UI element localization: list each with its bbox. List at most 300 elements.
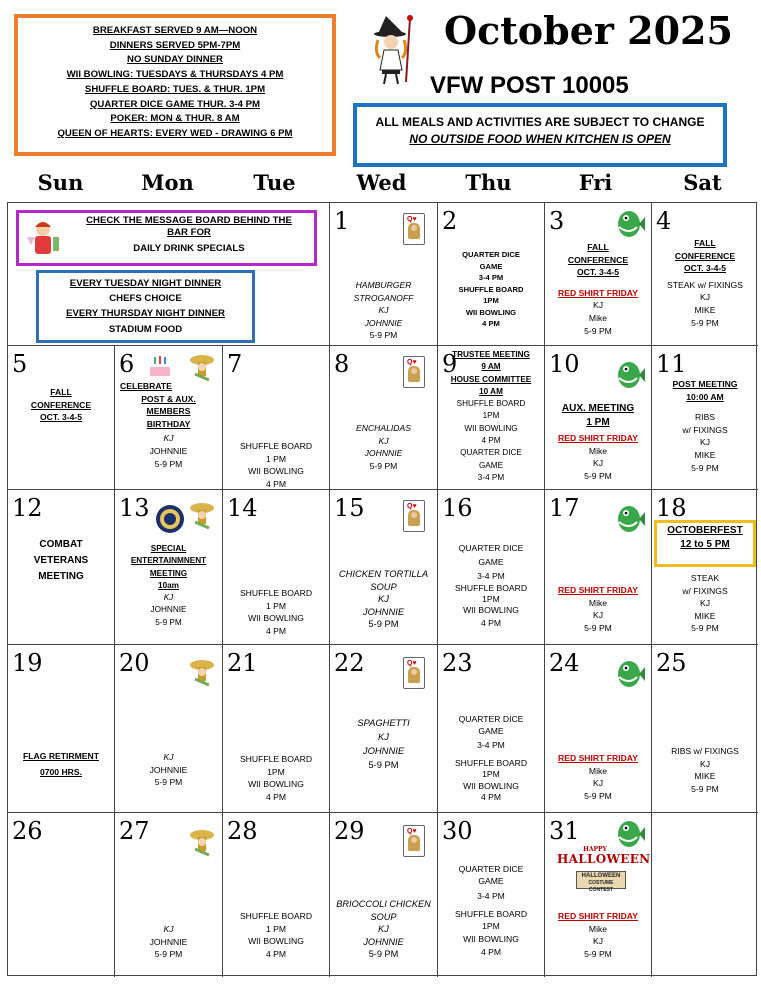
- day-events: [115, 380, 222, 470]
- event-line: SHUFFLE BOARD: [239, 754, 313, 764]
- day-cell-26: [8, 813, 115, 977]
- event-line: 5-9 PM: [368, 618, 399, 630]
- event-line: KJ: [378, 924, 389, 935]
- event-line: SHUFFLE BOARD: [454, 583, 528, 593]
- event-line: 1PM: [482, 921, 500, 931]
- event-line: BIRTHDAY: [146, 418, 191, 429]
- day-cell-12: [8, 490, 115, 645]
- event-line: Mike: [588, 597, 608, 608]
- event-line: BRIOCCOLI CHICKEN: [336, 899, 431, 909]
- event-line: WII BOWLING: [248, 779, 304, 790]
- day-cell-21: [223, 645, 330, 813]
- notice-line-1: ALL MEALS AND ACTIVITIES ARE SUBJECT TO CHANGE: [375, 115, 705, 129]
- event-line: GAME: [479, 261, 503, 271]
- event-line: OCT. 3-4-5: [39, 412, 83, 423]
- day-number: 18: [656, 494, 687, 522]
- weekday-sun: Sun: [37, 170, 84, 195]
- event-line: 1PM: [483, 296, 499, 305]
- day-cell-17: [545, 490, 652, 645]
- drink-message-line-2: BAR FOR: [167, 227, 211, 238]
- day-number: 28: [227, 817, 258, 845]
- event-line: KJ: [699, 598, 711, 609]
- day-number: 16: [442, 494, 473, 522]
- day-number: 9: [442, 350, 458, 378]
- event-line: 5-9 PM: [584, 948, 612, 959]
- day-number: 22: [334, 649, 365, 677]
- day-cell-7: [223, 346, 330, 490]
- day-number: 10: [549, 350, 580, 378]
- event-line: SOUP: [370, 580, 397, 592]
- schedule-line: DINNERS SERVED 5PM-7PM: [109, 39, 241, 51]
- day-number: 30: [442, 817, 473, 845]
- event-line: JOHNNIE: [362, 745, 405, 756]
- witch-icon: [364, 12, 422, 88]
- schedule-line: POKER: MON & THUR. 8 AM: [110, 113, 240, 125]
- event-line: 9 AM: [481, 362, 501, 372]
- schedule-line: NO SUNDAY DINNER: [127, 54, 223, 66]
- day-events: [545, 910, 651, 960]
- event-line: JOHNNIE: [363, 936, 404, 947]
- day-cell-6: [115, 346, 223, 490]
- weekday-wed: Wed: [356, 170, 407, 195]
- event-line: FALL: [50, 387, 72, 397]
- sombrero-icon: [187, 657, 217, 689]
- event-line: 4 PM: [265, 948, 287, 959]
- event-line: 5-9 PM: [691, 462, 719, 473]
- event-line: STEAK: [690, 573, 720, 583]
- schedule-line: BREAKFAST SERVED 9 AM—NOON: [92, 25, 258, 36]
- event-line: MIKE: [694, 610, 716, 621]
- fish-icon: [613, 657, 645, 691]
- event-line: 5-9 PM: [154, 458, 183, 469]
- event-line: QUARTER DICE: [458, 543, 524, 553]
- event-line: 5-9 PM: [154, 777, 183, 788]
- event-line: ENTERTAINMNENT: [130, 556, 207, 566]
- dinner-line: EVERY THURSDAY NIGHT DINNER: [66, 308, 225, 320]
- day-events: [652, 237, 758, 329]
- event-line: TRUSTEE MEETING: [452, 350, 530, 359]
- event-line: STROGANOFF: [353, 292, 414, 303]
- day-events: [330, 568, 437, 631]
- day-number: 20: [119, 649, 150, 677]
- day-events: [652, 745, 758, 795]
- schedule-line: QUEEN OF HEARTS: EVERY WED - DRAWING 6 PM: [57, 127, 293, 139]
- day-number: 2: [442, 207, 458, 235]
- event-line: MIKE: [694, 449, 716, 460]
- halloween-happy: HAPPY: [583, 846, 607, 853]
- event-line: COMBAT: [39, 539, 83, 550]
- day-events: [438, 714, 544, 804]
- event-line: RED SHIRT FRIDAY: [558, 433, 638, 443]
- event-line: SHUFFLE BOARD: [454, 908, 528, 919]
- day-events: [438, 349, 544, 484]
- dinner-line: STADIUM FOOD: [108, 323, 183, 335]
- day-events: [330, 716, 437, 772]
- day-number: 1: [334, 207, 350, 235]
- day-events: [330, 898, 437, 961]
- event-line: w/ FIXINGS: [682, 424, 728, 435]
- contest-line-1: HALLOWEEN: [581, 873, 621, 879]
- event-line: FALL: [587, 242, 609, 252]
- event-line: RIBS w/ FIXINGS: [671, 746, 739, 756]
- day-events: [652, 378, 758, 474]
- event-line: KJ: [378, 305, 389, 316]
- event-line: KJ: [699, 292, 711, 303]
- drink-message-line-3: DAILY DRINK SPECIALS: [133, 243, 245, 254]
- birthday-cake-icon: [147, 352, 173, 378]
- day-number: 27: [119, 817, 150, 845]
- event-line: JOHNNIE: [364, 317, 403, 328]
- event-line: 4 PM: [480, 792, 502, 802]
- event-line: WII BOWLING: [248, 613, 304, 624]
- event-line: KJ: [378, 435, 389, 446]
- day-number: 11: [656, 350, 687, 378]
- day-events: [115, 751, 222, 789]
- event-line: ENCHALIDAS: [356, 423, 411, 433]
- post-name: VFW POST 10005: [430, 72, 629, 99]
- event-line: 1 PM: [265, 453, 287, 464]
- event-line: w/ FIXINGS: [682, 585, 728, 596]
- day-number: 6: [119, 350, 135, 378]
- dinner-line: CHEFS CHOICE: [109, 293, 182, 305]
- event-line: SHUFFLE BOARD: [454, 757, 528, 768]
- event-line: 3-4 PM: [477, 891, 505, 901]
- event-line: OCT. 3-4-5: [683, 263, 727, 274]
- event-line: 12 to 5 PM: [680, 539, 730, 550]
- day-events: [438, 541, 544, 630]
- day-number: 14: [227, 494, 258, 522]
- event-line: KJ: [592, 610, 604, 621]
- event-line: QUARTER DICE: [458, 714, 524, 724]
- event-line: 3-4 PM: [478, 273, 504, 282]
- event-line: 5-9 PM: [369, 460, 398, 471]
- event-line: JOHNNIE: [150, 605, 187, 615]
- schedule-line: SHUFFLE BOARD: TUES. & THUR. 1PM: [84, 83, 266, 95]
- event-line: SHUFFLE BOARD: [239, 588, 313, 598]
- event-line: 4 PM: [482, 319, 500, 328]
- event-line: OCT. 3-4-5: [576, 267, 620, 278]
- event-line: Mike: [588, 765, 608, 776]
- weekly-dinner-box: [36, 270, 255, 343]
- schedule-line: QUARTER DICE GAME THUR. 3-4 PM: [89, 98, 261, 110]
- event-line: POST MEETING: [672, 379, 738, 389]
- event-line: 1 PM: [265, 923, 287, 934]
- event-line: Mike: [588, 312, 608, 323]
- costume-contest-graphic: [576, 871, 626, 893]
- weekday-header: [7, 168, 757, 202]
- day-cell-9: [438, 346, 545, 490]
- event-line: CONFERENCE: [30, 399, 92, 410]
- weekday-thu: Thu: [465, 170, 512, 195]
- event-line: 5-9 PM: [584, 790, 612, 801]
- day-cell-5: [8, 346, 115, 490]
- day-cell-22: [330, 645, 438, 813]
- event-line: VETERANS: [33, 555, 89, 566]
- day-number: 25: [656, 649, 687, 677]
- event-line: Mike: [588, 923, 608, 934]
- schedule-line: WII BOWLING: TUESDAYS & THURSDAYS 4 PM: [66, 69, 284, 81]
- event-line: HOUSE COMMITTEE: [450, 374, 532, 384]
- drink-specials-box: [16, 210, 317, 266]
- event-line: JOHNNIE: [149, 764, 188, 775]
- day-number: 31: [549, 817, 580, 845]
- event-line: 5-9 PM: [691, 783, 719, 794]
- day-events: [223, 587, 329, 637]
- day-events: [8, 748, 114, 780]
- sombrero-icon: [187, 500, 217, 532]
- event-line: JOHNNIE: [149, 445, 188, 456]
- event-line: 5-9 PM: [584, 325, 612, 336]
- event-line: CHICKEN TORTILLA: [338, 568, 429, 579]
- event-line: 4 PM: [265, 791, 287, 802]
- event-line: 5-9 PM: [584, 470, 612, 481]
- event-line: 5-9 PM: [368, 949, 399, 960]
- day-cell-1: [330, 203, 438, 346]
- event-line: CELEBRATE: [120, 381, 172, 391]
- event-line: RED SHIRT FRIDAY: [558, 287, 638, 298]
- day-events: [223, 753, 329, 803]
- event-line: HAMBURGER: [355, 280, 412, 290]
- event-line: MEETING: [149, 568, 188, 578]
- event-line: QUARTER DICE: [458, 864, 524, 874]
- page-title: October 2025: [444, 8, 733, 53]
- event-line: WII BOWLING: [464, 423, 518, 433]
- event-line: KJ: [592, 458, 604, 469]
- event-line: SHUFFLE BOARD: [239, 911, 313, 921]
- event-line: GAME: [478, 725, 504, 736]
- event-line: WII BOWLING: [463, 780, 519, 791]
- day-cell-16: [438, 490, 545, 645]
- day-events: [545, 752, 651, 802]
- event-line: RED SHIRT FRIDAY: [558, 753, 638, 763]
- event-line: 0700 HRS.: [39, 767, 83, 777]
- day-events: [438, 864, 544, 959]
- event-line: WII BOWLING: [248, 466, 304, 477]
- event-line: JOHNNIE: [364, 448, 403, 459]
- event-line: 3-4 PM: [477, 472, 505, 482]
- event-line: WII BOWLING: [463, 934, 519, 944]
- day-number: 12: [12, 494, 43, 522]
- day-cell-13: [115, 490, 223, 645]
- empty-cell: [652, 813, 758, 977]
- weekday-mon: Mon: [141, 170, 194, 195]
- event-line: 4 PM: [481, 436, 501, 446]
- event-line: SOUP: [370, 911, 397, 922]
- event-line: GAME: [478, 460, 504, 470]
- day-cell-2: [438, 203, 545, 346]
- day-cell-11: [652, 346, 758, 490]
- event-line: CONFERENCE: [567, 254, 629, 265]
- event-line: KJ: [378, 593, 389, 605]
- day-number: 13: [119, 494, 150, 522]
- event-line: MIKE: [694, 771, 716, 782]
- day-cell-30: [438, 813, 545, 977]
- day-number: 24: [549, 649, 580, 677]
- event-line: JOHNNIE: [362, 605, 405, 617]
- event-line: KJ: [163, 593, 174, 603]
- day-cell-8: [330, 346, 438, 490]
- queen-of-hearts-icon: Q♥: [403, 213, 425, 245]
- weekday-sat: Sat: [683, 170, 722, 195]
- event-line: SPECIAL: [150, 544, 187, 553]
- event-line: 5-9 PM: [691, 317, 719, 328]
- queen-of-hearts-icon: Q♥: [403, 356, 425, 388]
- event-line: QUARTER DICE: [462, 250, 520, 259]
- event-line: SHUFFLE BOARD: [239, 441, 313, 451]
- day-cell-29: [330, 813, 438, 977]
- event-line: RED SHIRT FRIDAY: [558, 911, 638, 921]
- notice-line-2: NO OUTSIDE FOOD WHEN KITCHEN IS OPEN: [409, 132, 671, 146]
- event-line: 1PM: [267, 766, 285, 777]
- event-line: Mike: [588, 445, 608, 456]
- day-number: 29: [334, 817, 365, 845]
- event-line: GAME: [478, 875, 504, 886]
- event-line: SHUFFLE BOARD: [458, 284, 524, 294]
- event-line: 1PM: [482, 594, 500, 604]
- event-line: 4 PM: [480, 947, 502, 957]
- day-events: [545, 584, 651, 634]
- contest-line-2: COSTUME CONTEST: [588, 880, 614, 893]
- event-line: 5-9 PM: [584, 622, 612, 633]
- event-line: CONFERENCE: [674, 250, 736, 261]
- day-number: 23: [442, 649, 473, 677]
- day-cell-28: [223, 813, 330, 977]
- day-events: [223, 910, 329, 960]
- day-cell-4: [652, 203, 758, 346]
- event-line: 1PM: [482, 411, 500, 421]
- event-line: KJ: [163, 924, 174, 934]
- day-cell-19: [8, 645, 115, 813]
- halloween-word: HALLOWEEN: [557, 852, 651, 866]
- event-line: 3-4 PM: [477, 740, 505, 750]
- event-line: AUX. MEETING: [561, 403, 635, 414]
- day-number: 8: [334, 350, 350, 378]
- day-number: 3: [549, 207, 565, 235]
- fish-icon: [613, 502, 645, 536]
- event-line: STEAK w/ FIXINGS: [667, 279, 743, 290]
- day-cell-24: [545, 645, 652, 813]
- event-line: 5-9 PM: [369, 330, 398, 341]
- event-line: 1 PM: [265, 600, 287, 611]
- day-cell-25: [652, 645, 758, 813]
- day-events: [8, 537, 114, 585]
- event-line: 4 PM: [265, 478, 287, 489]
- weekday-tue: Tue: [253, 170, 296, 195]
- event-line: RIBS: [694, 412, 716, 423]
- schedule-info-box: [14, 14, 336, 156]
- fish-icon: [613, 358, 645, 392]
- day-events: [438, 249, 544, 330]
- day-number: 26: [12, 817, 43, 845]
- day-cell-31: [545, 813, 652, 977]
- day-cell-27: [115, 813, 223, 977]
- day-events: [115, 923, 222, 961]
- day-events: [330, 422, 437, 472]
- event-line: 10:00 AM: [686, 391, 724, 402]
- dinner-line: EVERY TUESDAY NIGHT DINNER: [69, 278, 222, 289]
- octoberfest-box: [654, 520, 756, 567]
- day-number: 17: [549, 494, 580, 522]
- navy-seal-icon: [155, 504, 185, 534]
- weekday-fri: Fri: [578, 170, 613, 195]
- fish-icon: [613, 207, 645, 241]
- day-number: 21: [227, 649, 258, 677]
- event-line: POST & AUX.: [141, 393, 196, 404]
- event-line: SPAGHETTI: [357, 717, 410, 728]
- event-line: MEMBERS: [146, 406, 191, 417]
- event-line: WII BOWLING: [463, 605, 519, 615]
- day-cell-14: [223, 490, 330, 645]
- event-line: KJ: [592, 300, 604, 311]
- event-line: 1PM: [482, 769, 500, 779]
- event-line: 3-4 PM: [477, 571, 505, 581]
- event-line: KJ: [699, 758, 711, 769]
- event-line: GAME: [478, 557, 504, 567]
- event-line: 10am: [158, 580, 179, 590]
- event-line: MEETING: [38, 571, 84, 582]
- event-line: KJ: [699, 437, 711, 448]
- day-cell-3: [545, 203, 652, 346]
- event-line: KJ: [592, 936, 604, 947]
- event-line: 5-9 PM: [691, 623, 719, 634]
- event-line: 1 PM: [586, 417, 610, 428]
- day-cell-10: [545, 346, 652, 490]
- day-cell-18: [652, 490, 758, 645]
- day-number: 4: [656, 207, 672, 235]
- day-number: 19: [12, 649, 43, 677]
- event-line: FALL: [694, 238, 716, 248]
- event-line: 10 AM: [479, 386, 503, 396]
- event-line: SHUFFLE BOARD: [456, 399, 526, 409]
- event-line: MIKE: [694, 304, 716, 315]
- day-events: [545, 241, 651, 337]
- event-line: 4 PM: [480, 618, 502, 628]
- event-line: KJ: [163, 433, 174, 444]
- day-events: [8, 386, 114, 424]
- event-line: RED SHIRT FRIDAY: [558, 585, 638, 595]
- event-line: 4 PM: [265, 625, 287, 636]
- event-line: 5-9 PM: [154, 949, 183, 960]
- drink-message-line-1: CHECK THE MESSAGE BOARD BEHIND THE: [86, 215, 292, 226]
- event-line: 5-9 PM: [368, 759, 399, 770]
- halloween-graphic: [557, 846, 651, 866]
- event-line: 5-9 PM: [155, 617, 182, 627]
- day-cell-23: [438, 645, 545, 813]
- day-events: [223, 440, 329, 490]
- notice-box: [353, 103, 727, 167]
- day-events: [545, 402, 651, 482]
- event-line: KJ: [163, 752, 174, 762]
- day-cell-15: [330, 490, 438, 645]
- event-line: KJ: [592, 778, 604, 789]
- queen-of-hearts-icon: Q♥: [403, 657, 425, 689]
- day-events: [115, 543, 222, 629]
- event-line: QUARTER DICE: [460, 448, 522, 458]
- day-number: 15: [334, 494, 365, 522]
- queen-of-hearts-icon: Q♥: [403, 500, 425, 532]
- day-number: 7: [227, 350, 243, 378]
- event-line: KJ: [378, 731, 389, 742]
- sombrero-icon: [187, 827, 217, 859]
- event-line: FLAG RETIRMENT: [23, 751, 99, 761]
- day-events: [330, 279, 437, 342]
- day-number: 5: [12, 350, 28, 378]
- event-line: WII BOWLING: [465, 307, 517, 317]
- event-line: OCTOBERFEST: [667, 525, 743, 536]
- event-line: WII BOWLING: [248, 936, 304, 947]
- day-cell-20: [115, 645, 223, 813]
- queen-of-hearts-icon: Q♥: [403, 825, 425, 857]
